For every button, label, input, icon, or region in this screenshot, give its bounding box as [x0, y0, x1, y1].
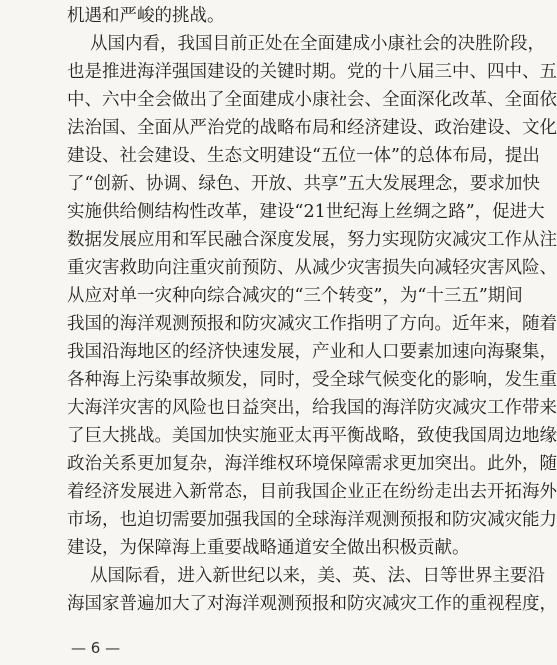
text-line: 着经济发展进入新常态，目前我国企业正在纷纷走出去开拓海外 [67, 482, 557, 502]
text-line: 从应对单一灾种向综合减灾的“三个转变”，为“十三五”期间 [67, 286, 523, 306]
text-line: 了“创新、协调、绿色、开放、共享”五大发展理念，要求加快 [67, 174, 540, 194]
text-line: 我国沿海地区的经济快速发展，产业和人口要素加速向海聚集， [67, 342, 557, 362]
text-line: 建设，为保障海上重要战略通道安全做出积极贡献。 [67, 538, 470, 558]
text-line: 大海洋灾害的风险也日益突出，给我国的海洋防灾减灾工作带来 [67, 398, 557, 418]
text-line: 我国的海洋观测预报和防灾减灾工作指明了方向。近年来，随着 [67, 314, 557, 334]
text-line: 海国家普遍加大了对海洋观测预报和防灾减灾工作的重视程度， [67, 594, 557, 614]
text-line: 实施供给侧结构性改革，建设“21世纪海上丝绸之路”，促进大 [67, 202, 545, 222]
text-line: 市场，也迫切需要加强我国的全球海洋观测预报和防灾减灾能力 [67, 510, 557, 530]
text-line: 重灾害救助向注重灾前预防、从减少灾害损失向减轻灾害风险、 [67, 258, 557, 278]
text-line: 也是推进海洋强国建设的关键时期。党的十八届三中、四中、五 [67, 62, 557, 82]
text-line: 机遇和严峻的挑战。 [67, 6, 225, 26]
text-line: 政治关系更加复杂，海洋维权环境保障需求更加突出。此外，随 [67, 454, 557, 474]
text-line: 中、六中全会做出了全面建成小康社会、全面深化改革、全面依 [67, 90, 557, 110]
text-line: 数据发展应用和军民融合深度发展，努力实现防灾减灾工作从注 [67, 230, 557, 250]
page-number: — 6 — [71, 639, 121, 657]
text-line: 建设、社会建设、生态文明建设“五位一体”的总体布局，提出 [67, 146, 540, 166]
text-line: 了巨大挑战。美国加快实施亚太再平衡战略，致使我国周边地缘 [67, 426, 557, 446]
text-line: 法治国、全面从严治党的战略布局和经济建设、政治建设、文化 [67, 118, 557, 138]
text-line: 从国内看，我国目前正处在全面建成小康社会的决胜阶段， [90, 34, 545, 54]
text-line: 从国际看，进入新世纪以来，美、英、法、日等世界主要沿 [90, 566, 545, 586]
text-line: 各种海上污染事故频发，同时，受全球气候变化的影响，发生重 [67, 370, 557, 390]
